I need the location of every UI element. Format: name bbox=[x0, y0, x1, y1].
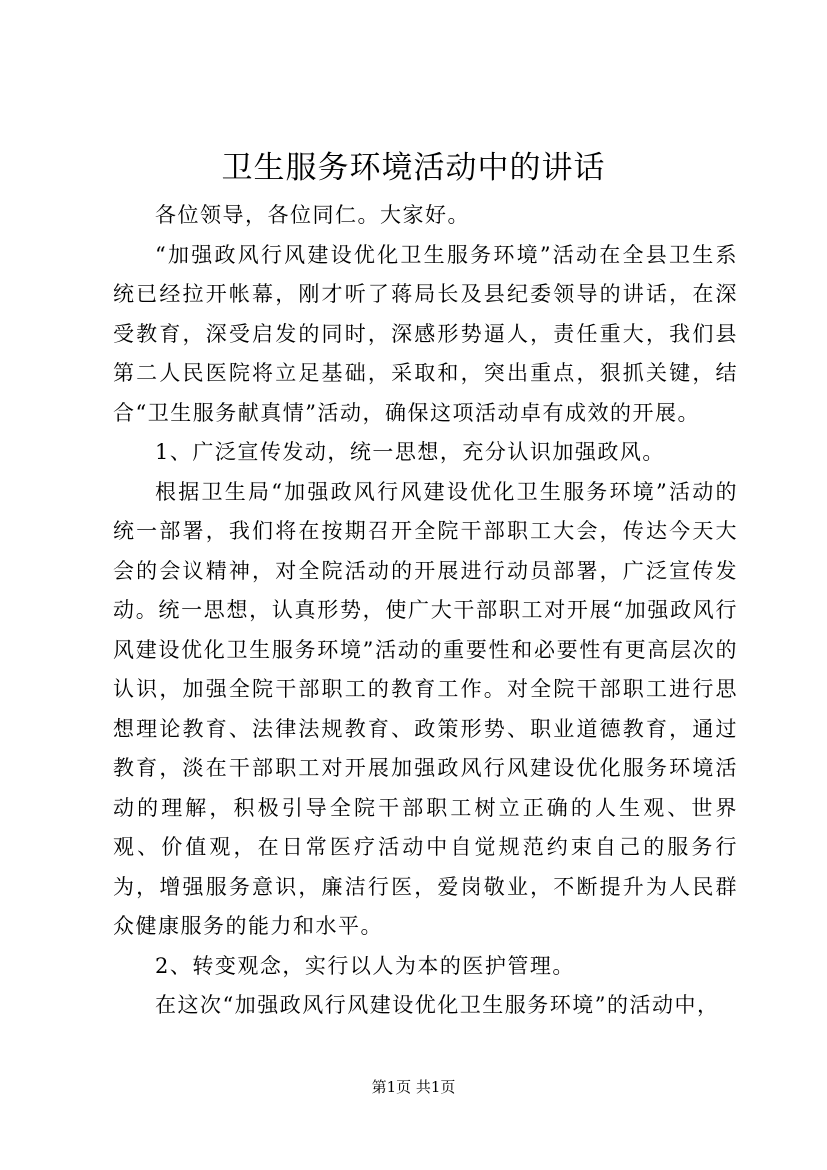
paragraph-greeting: 各位领导，各位同仁。大家好。 bbox=[155, 203, 470, 227]
section-heading-1: 1、广泛宣传发动，统一思想，充分认识加强政风。 bbox=[155, 440, 665, 464]
document-title: 卫生服务环境活动中的讲话 bbox=[221, 150, 606, 186]
paragraph-section-2: 在这次“加强政风行风建设优化卫生服务环境”的活动中， bbox=[155, 993, 720, 1017]
section-heading-2: 2、转变观念，实行以人为本的医护管理。 bbox=[155, 953, 575, 978]
page-footer: 第1页 共1页 bbox=[371, 1078, 456, 1096]
document-body bbox=[113, 196, 738, 1026]
paragraph-section-1: 根据卫生局“加强政风行风建设优化卫生服务环境”活动的统一部署，我们将在按期召开全院干部职工大会，传达今天大会的会议精神，对全院活动的开展进行动员部署，广泛宣传发动。统一思想，认真形势，使广大干部职工对开展“加强政风行风建设优化卫生服务环境”活动的重要性和必要性有更高层次的认识，加强全院干部职工的教育工作。对全院干部职工进行思想理论教育、法律法规教育、政策形势、职业道德教育，通过教育，淡在干部职工对开展加强政风行风建设优化服务环境活动的理解，积极引导全院干部职工树立正确的人生观、世界观、价值观，在日常医疗活动中自觉规范约束自己的服务行为，增强服务意识，廉洁行医，爱岗敬业，不断提升为人民群众健康服务的能力和水平。 bbox=[113, 479, 738, 938]
paragraph-intro: “加强政风行风建设优化卫生服务环境”活动在全县卫生系统已经拉开帐幕，刚才听了蒋局长及县纪委领导的讲话，在深受教育，深受启发的同时，深感形势逼人，责任重大，我们县第二人民医院将立足基础，采取和，突出重点，狠抓关键，结合“卫生服务献真情”活动，确保这项活动卓有成效的开展。 bbox=[113, 242, 738, 425]
